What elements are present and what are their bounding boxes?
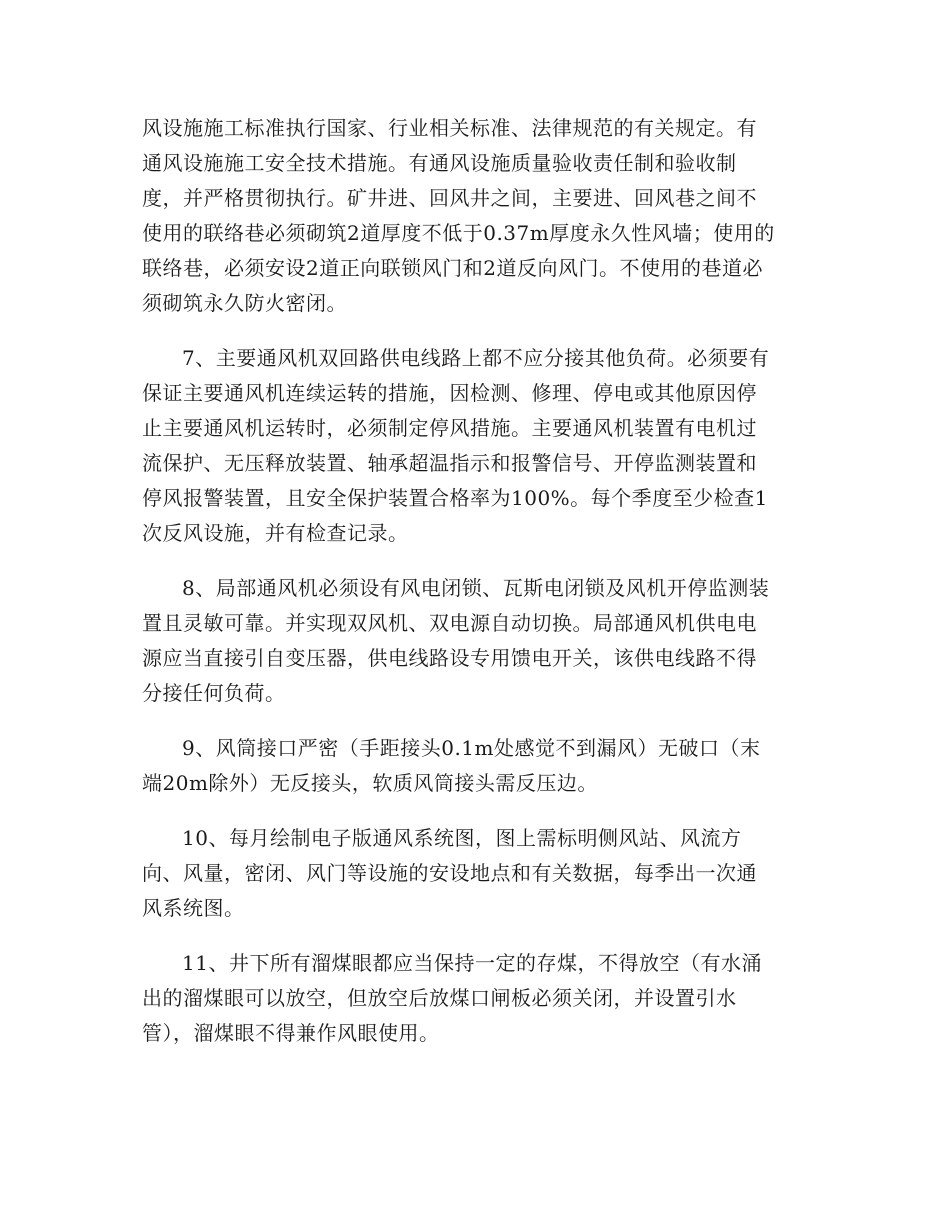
paragraph-line: 度，并严格贯彻执行。矿井进、回风井之间，主要进、回风巷之间不 (142, 186, 757, 210)
paragraph-line: 风设施施工标准执行国家、行业相关标准、法律规范的有关规定。有 (142, 116, 757, 140)
paragraph-line: 分接任何负荷。 (142, 681, 286, 705)
paragraph-item-10 (142, 821, 822, 926)
paragraph-line: 停风报警装置，且安全保护装置合格率为100%。每个季度至少检查1 (142, 486, 768, 510)
paragraph-line: 向、风量，密闭、风门等设施的安设地点和有关数据，每季出一次通 (142, 861, 757, 885)
paragraph-line: 源应当直接引自变压器，供电线路设专用馈电开关，该供电线路不得 (142, 646, 757, 670)
paragraph-line: 止主要通风机运转时，必须制定停风措施。主要通风机装置有电机过 (142, 416, 757, 440)
paragraph-line: 端20m除外）无反接头，软质风筒接头需反压边。 (142, 771, 598, 795)
paragraph-line: 9、风筒接口严密（手距接头0.1m处感觉不到漏风）无破口（末 (182, 736, 761, 760)
paragraph-item-11 (142, 946, 822, 1051)
paragraph-ventilation-facilities (142, 111, 822, 321)
paragraph-line: 11、井下所有溜煤眼都应当保持一定的存煤，不得放空（有水涌 (182, 951, 762, 975)
paragraph-line: 8、局部通风机必须设有风电闭锁、瓦斯电闭锁及风机开停监测装 (182, 576, 770, 600)
document-body (142, 111, 822, 1071)
paragraph-line: 7、主要通风机双回路供电线路上都不应分接其他负荷。必须要有 (182, 346, 770, 370)
paragraph-line: 置且灵敏可靠。并实现双风机、双电源自动切换。局部通风机供电电 (142, 611, 757, 635)
paragraph-line: 次反风设施，并有检查记录。 (142, 521, 409, 545)
paragraph-line: 10、每月绘制电子版通风系统图，图上需标明侧风站、风流方 (182, 826, 742, 850)
paragraph-item-9 (142, 731, 822, 801)
paragraph-line: 出的溜煤眼可以放空，但放空后放煤口闸板必须关闭，并设置引水 (142, 986, 737, 1010)
paragraph-line: 风系统图。 (142, 896, 245, 920)
paragraph-line: 流保护、无压释放装置、轴承超温指示和报警信号、开停监测装置和 (142, 451, 757, 475)
paragraph-line: 联络巷，必须安设2道正向联锁风门和2道反向风门。不使用的巷道必 (142, 256, 763, 280)
paragraph-line: 使用的联络巷必须砌筑2道厚度不低于0.37m厚度永久性风墙；使用的 (142, 221, 775, 245)
paragraph-line: 保证主要通风机连续运转的措施，因检测、修理、停电或其他原因停 (142, 381, 757, 405)
paragraph-line: 管），溜煤眼不得兼作风眼使用。 (142, 1021, 440, 1045)
paragraph-item-8 (142, 571, 822, 711)
paragraph-line: 通风设施施工安全技术措施。有通风设施质量验收责任制和验收制 (142, 151, 737, 175)
paragraph-item-7 (142, 341, 822, 551)
paragraph-line: 须砌筑永久防火密闭。 (142, 291, 347, 315)
